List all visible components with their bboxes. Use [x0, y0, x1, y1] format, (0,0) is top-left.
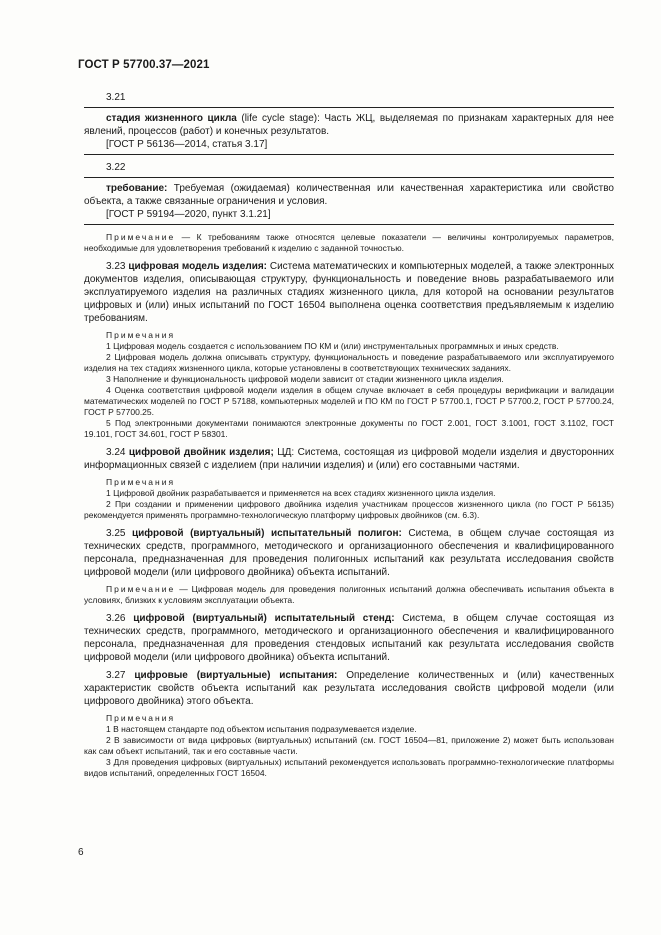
clause-number: 3.24 — [106, 447, 129, 458]
note-item: 1 Цифровой двойник разрабатывается и применяется на всех стадиях жизненного цикла изделия. — [106, 488, 496, 498]
definition-3-25 — [84, 527, 614, 579]
term-reference-3-22: [ГОСТ Р 59194—2020, пункт 3.1.21] — [106, 209, 271, 220]
note-item: 2 При создании и применении цифрового двойника изделия участникам процессов жизненного цикла (по ГОСТ Р 56135) рекомендуется применять программно-технологическую платформу цифровых двойников (см. 6.3). — [84, 499, 614, 520]
clause-number: 3.23 — [106, 261, 129, 272]
definition-3-24 — [84, 446, 614, 472]
clause-number: 3.25 — [106, 528, 133, 539]
term-box-3-22 — [84, 177, 614, 225]
note-text: — Цифровая модель для проведения полигонных испытаний должна обеспечивать испытания объекта в условиях, близких к условиям эксплуатации объекта. — [84, 584, 614, 605]
term-text: (life cycle stage): Часть ЖЦ, выделяемая по признакам характерных для нее явлений, процессов (работ) и конечных результатов. — [84, 113, 614, 137]
definition-text: Система, состоящая из цифровой модели изделия и двусторонних информационных связей с изделием (при наличии изделия) и (или) его составными частями. — [84, 447, 615, 471]
notes-3-23 — [84, 330, 614, 440]
notes-3-27 — [84, 713, 614, 779]
term-title: стадия жизненного цикла — [106, 113, 237, 124]
term-title: цифровая модель изделия: — [128, 261, 268, 272]
term-title: требование: — [106, 183, 168, 194]
clause-number: 3.27 — [106, 670, 135, 681]
notes-title: Примечания — [106, 477, 176, 487]
note-item: 3 Для проведения цифровых (виртуальных) испытаний рекомендуется использовать программно-технологические платформы видов испытаний, определенных ГОСТ 16504. — [84, 757, 614, 778]
note-item: 1 В настоящем стандарте под объектом испытания подразумевается изделие. — [106, 724, 417, 734]
term-reference-3-21: [ГОСТ Р 56136—2014, статья 3.17] — [106, 139, 268, 150]
notes-title: Примечания — [106, 330, 176, 340]
term-definition-3-22 — [84, 182, 614, 208]
term-box-3-21 — [84, 107, 614, 155]
term-text: Требуемая (ожидаемая) количественная или качественная характеристика или свойство объекта, а также связанные ограничения и условия. — [84, 183, 614, 207]
term-number-3-21: 3.21 — [106, 92, 126, 103]
page-number: 6 — [78, 847, 84, 858]
note-label: Примечание — [106, 584, 176, 594]
definition-text: Определение количественных и (или) качественных характеристик свойств объекта испытаний как результата исследования свойств цифровой модели (или цифрового двойника) этого объекта. — [84, 670, 614, 707]
term-title: цифровой двойник изделия; — [128, 447, 278, 458]
term-abbreviation: ЦД: — [277, 447, 295, 458]
term-number-3-22: 3.22 — [106, 162, 126, 173]
note-text: — К требованиям также относятся целевые показатели — величины контролируемых параметров, необходимые для удовлетворения требований к изделию с заданной точностью. — [84, 232, 614, 253]
term-title: цифровой (виртуальный) испытательный стенд: — [133, 613, 395, 624]
note-3-25 — [84, 584, 614, 606]
definition-text: Система, в общем случае состоящая из технических средств, программного, методического и организационного обеспечения и квалифицированного персонала, предназначенная для проведения полигонных испытаний как результата исследования свойств цифровой модели (или цифрового двойника) объекта испытаний. — [84, 528, 614, 578]
clause-number: 3.26 — [106, 613, 134, 624]
note-item: 3 Наполнение и функциональность цифровой модели зависит от стадии жизненного цикла изделия. — [106, 374, 504, 384]
note-item: 5 Под электронными документами понимаются электронные документы по ГОСТ 2.001, ГОСТ 3.1001, ГОСТ 3.1102, ГОСТ 19.101, ГОСТ 34.601, ГОСТ Р 58301. — [84, 418, 614, 439]
definition-3-23 — [84, 260, 614, 325]
notes-3-24 — [84, 477, 614, 521]
note-item: 4 Оценка соответствия цифровой модели изделия в общем случае включает в себя процедуры верификации и валидации математических моделей по ГОСТ Р 57188, компьютерных моделей и ПО КМ по ГОСТ Р 57700.1, ГОСТ Р 57700.2, ГОСТ Р 57700.24, ГОСТ Р 57700.25. — [84, 385, 614, 417]
definition-text: Система математических и компьютерных моделей, а также электронных документов изделия, описывающая структуру, функциональность и поведение вновь разрабатываемого или эксплуатируемого изделия на различных стадиях жизненного цикла, для которой на основании результатов цифровых и (или) иных испытаний по ГОСТ 16504 выполнена оценка соответствия предъявляемым к изделию требованиям. — [84, 261, 615, 324]
definition-3-26 — [84, 612, 614, 664]
term-definition-3-21 — [84, 112, 614, 138]
note-item: 1 Цифровая модель создается с использованием ПО КМ и (или) инструментальных программных и иных средств. — [106, 341, 559, 351]
note-label: Примечание — [106, 232, 176, 242]
document-content — [84, 92, 614, 785]
note-item: 2 Цифровая модель должна описывать структуру, функциональность и поведение разрабатываемого или эксплуатируемого изделия на тех стадиях жизненного цикла, которые установлены в соответствующих технических заданиях. — [84, 352, 614, 373]
definition-text: Система, в общем случае состоящая из технических средств, программного, методического и организационного обеспечения и квалифицированного персонала, предназначенная для проведения стендовых испытаний как результата исследования свойств цифровой модели (или цифрового двойника) объекта испытаний. — [84, 613, 614, 663]
note-3-22 — [84, 232, 614, 254]
notes-title: Примечания — [106, 713, 176, 723]
document-header: ГОСТ Р 57700.37—2021 — [78, 59, 210, 71]
definition-3-27 — [84, 669, 614, 708]
note-item: 2 В зависимости от вида цифровых (виртуальных) испытаний (см. ГОСТ 16504—81, приложение 2) может быть использован как сам объект испытаний, так и его составные части. — [84, 735, 614, 756]
term-title: цифровые (виртуальные) испытания: — [134, 670, 338, 681]
term-title: цифровой (виртуальный) испытательный полигон: — [132, 528, 402, 539]
